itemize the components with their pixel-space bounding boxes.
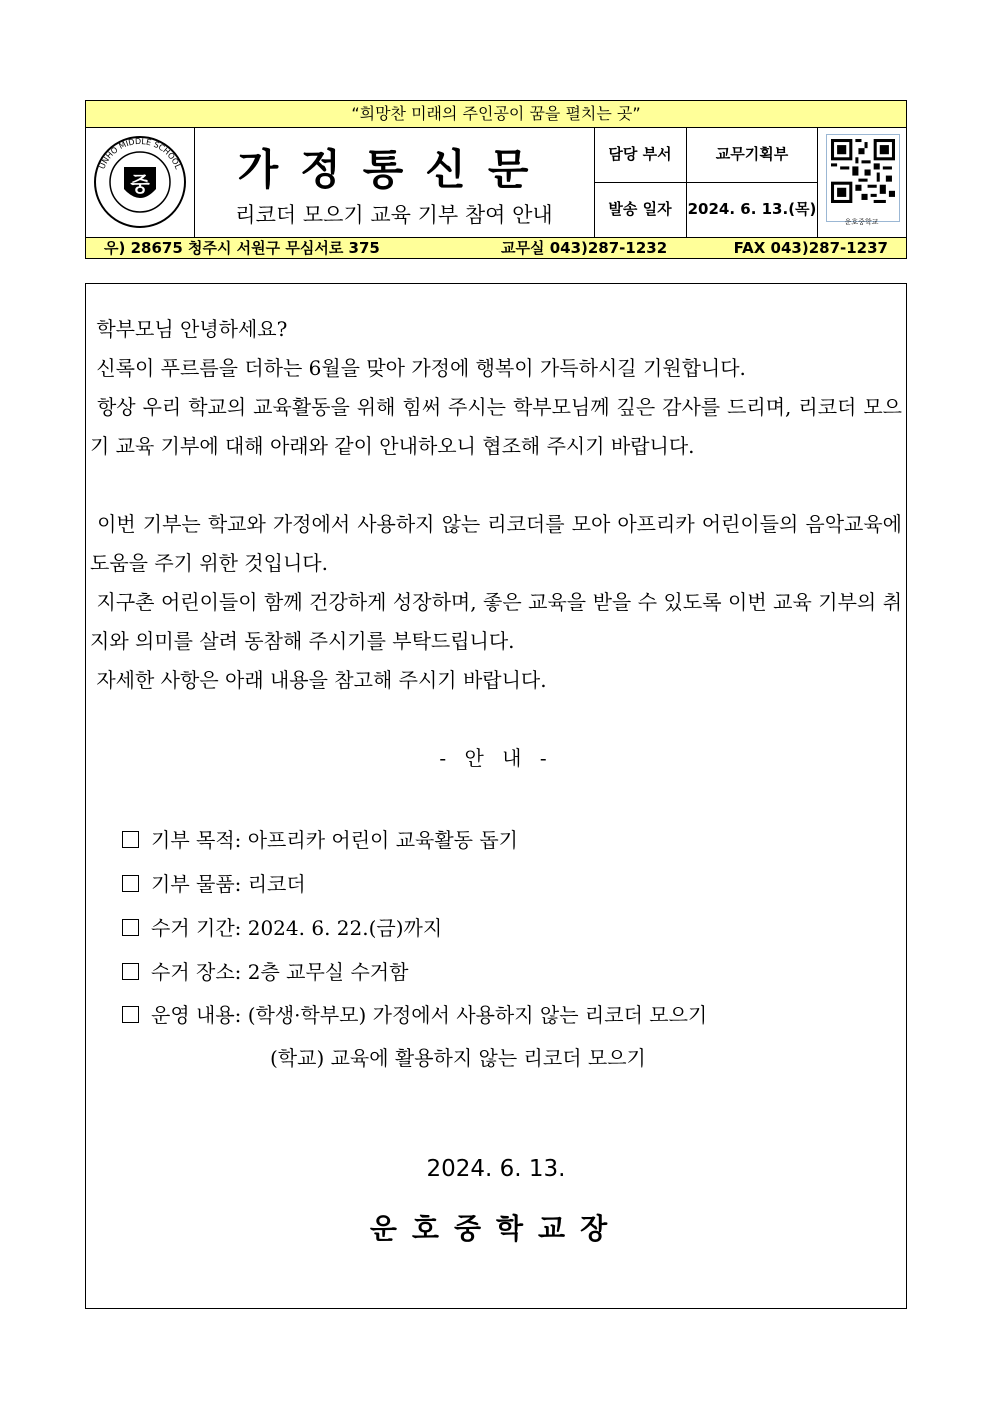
svg-text:UNHO MIDDLE SCHOOL: UNHO MIDDLE SCHOOL — [97, 136, 183, 171]
date-label: 발송 일자 — [594, 182, 687, 237]
qr-cell — [817, 127, 906, 237]
paragraph-2: 항상 우리 학교의 교육활동을 위해 힘써 주시는 학부모님께 깊은 감사를 드리며, 리코더 모으기 교육 기부에 대해 아래와 같이 안내하오니 협조해 주시기 바랍니다. — [90, 395, 902, 458]
qr-caption: 운호중학교 — [844, 218, 879, 226]
notice-item: 수거 장소: 2층 교무실 수거함 — [122, 956, 408, 985]
dept-label: 담당 부서 — [594, 127, 687, 183]
school-slogan: “희망찬 미래의 주인공이 꿈을 펼치는 곳” — [85, 100, 907, 128]
page-subtitle: 리코더 모으기 교육 기부 참여 안내 — [235, 203, 553, 227]
paragraph-3: 이번 기부는 학교와 가정에서 사용하지 않는 리코더를 모아 아프리카 어린이들의 음악교육에 도움을 주기 위한 것입니다. — [90, 512, 902, 575]
paragraph-5: 자세한 사항은 아래 내용을 참고해 주시기 바랍니다. — [96, 668, 547, 692]
notice-item-continuation: (학교) 교육에 활용하지 않는 리코더 모으기 — [270, 1046, 646, 1070]
newsletter-header — [85, 100, 907, 258]
page-title: 가정통신문 — [237, 145, 551, 194]
notice-heading: - 안 내 - — [439, 746, 553, 770]
postal-address: 우) 28675 청주시 서원구 무심서로 375 — [104, 239, 380, 257]
checkbox-icon — [122, 963, 139, 980]
dept-value: 교무기획부 — [687, 127, 818, 183]
checkbox-icon — [122, 1006, 139, 1023]
notice-item: 기부 물품: 리코더 — [122, 868, 306, 897]
address-bar — [85, 237, 907, 259]
notice-item: 운영 내용: (학생·학부모) 가정에서 사용하지 않는 리코더 모으기 — [122, 999, 707, 1028]
principal-signature: 운호중학교장 — [369, 1212, 623, 1245]
paragraph-4: 지구촌 어린이들이 함께 건강하게 성장하며, 좋은 교육을 받을 수 있도록 이번 교육 기부의 취지와 의미를 살려 동참해 주시기를 부탁드립니다. — [90, 590, 903, 653]
school-emblem-icon — [86, 127, 194, 237]
title-cell — [194, 127, 595, 237]
notice-item: 기부 목적: 아프리카 어린이 교육활동 돕기 — [122, 824, 518, 853]
issue-date: 2024. 6. 13. — [426, 1156, 566, 1182]
checkbox-icon — [122, 831, 139, 848]
office-phone: 교무실 043)287-1232 — [501, 239, 668, 257]
paragraph-1: 신록이 푸르름을 더하는 6월을 맞아 가정에 행복이 가득하시길 기원합니다. — [96, 356, 746, 380]
svg-text:중: 중 — [130, 172, 150, 196]
header-table — [85, 127, 907, 238]
checkbox-icon — [122, 875, 139, 892]
letter-body — [85, 283, 907, 1309]
qr-frame — [826, 134, 900, 222]
qr-code-icon[interactable] — [831, 139, 895, 203]
school-logo-cell — [86, 127, 195, 237]
greeting: 학부모님 안녕하세요? — [96, 317, 288, 341]
checkbox-icon — [122, 919, 139, 936]
notice-item: 수거 기간: 2024. 6. 22.(금)까지 — [122, 912, 442, 941]
date-value: 2024. 6. 13.(목) — [687, 182, 818, 237]
fax-number: FAX 043)287-1237 — [733, 239, 888, 257]
